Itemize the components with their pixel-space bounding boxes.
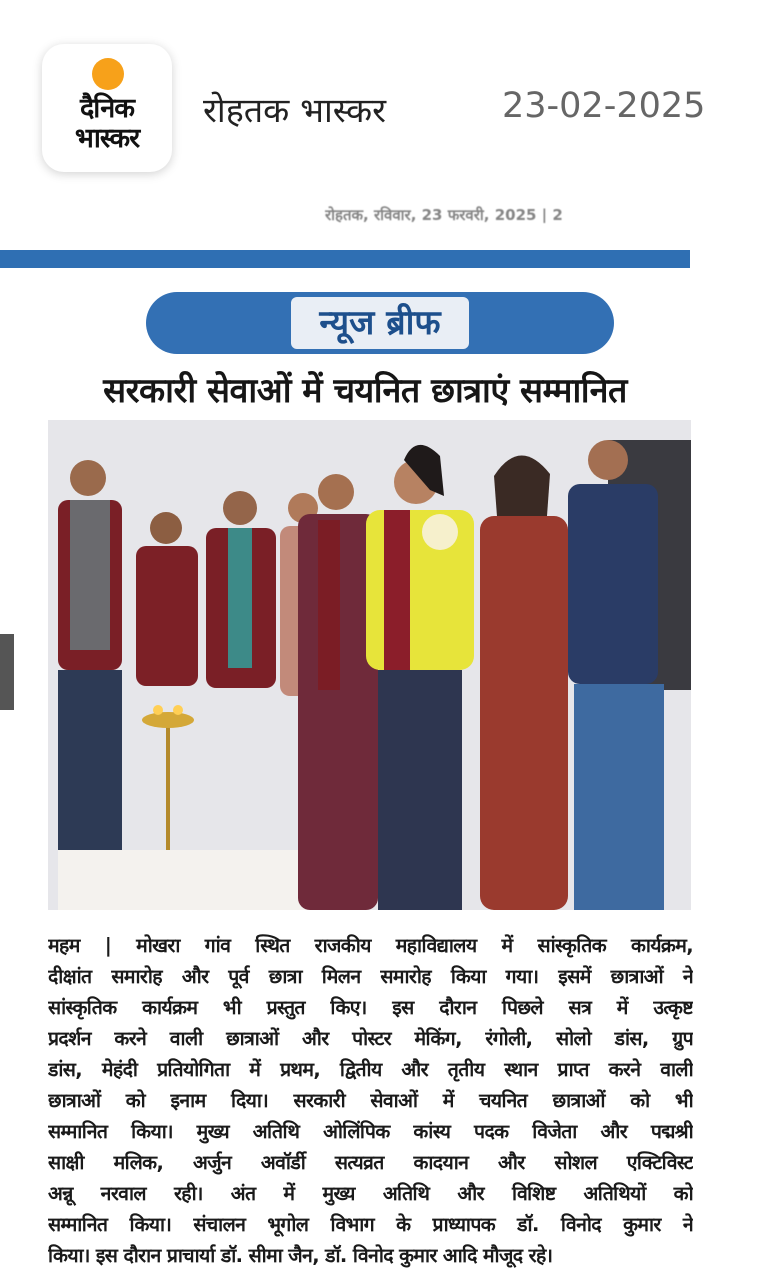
edition-date: 23-02-2025	[502, 86, 706, 126]
app-header	[0, 0, 758, 200]
section-rule	[0, 250, 690, 268]
article-line-4: प्रदर्शन करने वाली छात्राओं और पोस्टर मेकिंग, रंगोली, सोलो डांस, ग्रुप	[48, 1027, 693, 1050]
article-line-6: छात्राओं को इनाम दिया। सरकारी सेवाओं में चयनित छात्राओं को भी	[48, 1089, 693, 1112]
edition-title: रोहतक भास्कर	[203, 91, 387, 131]
article-line-5: डांस, मेहंदी प्रतियोगिता में प्रथम, द्वितीय और तृतीय स्थान प्राप्त करने वाली	[48, 1058, 693, 1081]
article-line-3: सांस्कृतिक कार्यक्रम भी प्रस्तुत किए। इस दौरान पिछले सत्र में उत्कृष्ट	[48, 996, 693, 1019]
section-banner	[146, 292, 614, 354]
article-line-7: सम्मानित किया। मुख्य अतिथि ओलिंपिक कांस्य पदक विजेता और पद्मश्री	[48, 1120, 693, 1143]
article-dateline: महम	[48, 934, 80, 957]
news-headline: सरकारी सेवाओं में चयनित छात्राएं सम्मानित	[103, 371, 627, 411]
article-body	[48, 930, 693, 1271]
dainik-bhaskar-logo[interactable]	[42, 44, 172, 172]
event-photo-illustration	[48, 420, 691, 910]
article-line-2: दीक्षांत समारोह और पूर्व छात्रा मिलन समारोह किया गया। इसमें छात्राओं ने	[48, 965, 693, 988]
article-line-8: साक्षी मलिक, अर्जुन अवॉर्डी सत्यव्रत कादयान और सोशल एक्टिविस्ट	[48, 1151, 693, 1174]
scan-edge-mark	[0, 634, 14, 710]
article-text: मोखरा गांव स्थित राजकीय महाविद्यालय में सांस्कृतिक कार्यक्रम,	[136, 934, 693, 957]
page-folio: रोहतक, रविवार, 23 फरवरी, 2025 | 2	[325, 206, 563, 223]
article-line-9: अन्नू नरवाल रही। अंत में मुख्य अतिथि और विशिष्ट अतिथियों को	[48, 1182, 693, 1205]
event-photo	[48, 420, 691, 910]
sun-icon	[92, 58, 124, 90]
newspaper-clipping	[0, 200, 758, 1267]
article-line-10: सम्मानित किया। संचालन भूगोल विभाग के प्राध्यापक डॉ. विनोद कुमार ने	[48, 1213, 693, 1236]
logo-text-line1: दैनिक	[79, 93, 135, 124]
article-line-1	[48, 930, 693, 961]
logo-text-line2: भास्कर	[74, 123, 140, 154]
article-line-11: किया। इस दौरान प्राचार्या डॉ. सीमा जैन, डॉ. विनोद कुमार आदि मौजूद रहे।	[48, 1244, 553, 1267]
dateline-separator: |	[104, 934, 112, 957]
section-label: न्यूज ब्रीफ	[291, 297, 468, 349]
